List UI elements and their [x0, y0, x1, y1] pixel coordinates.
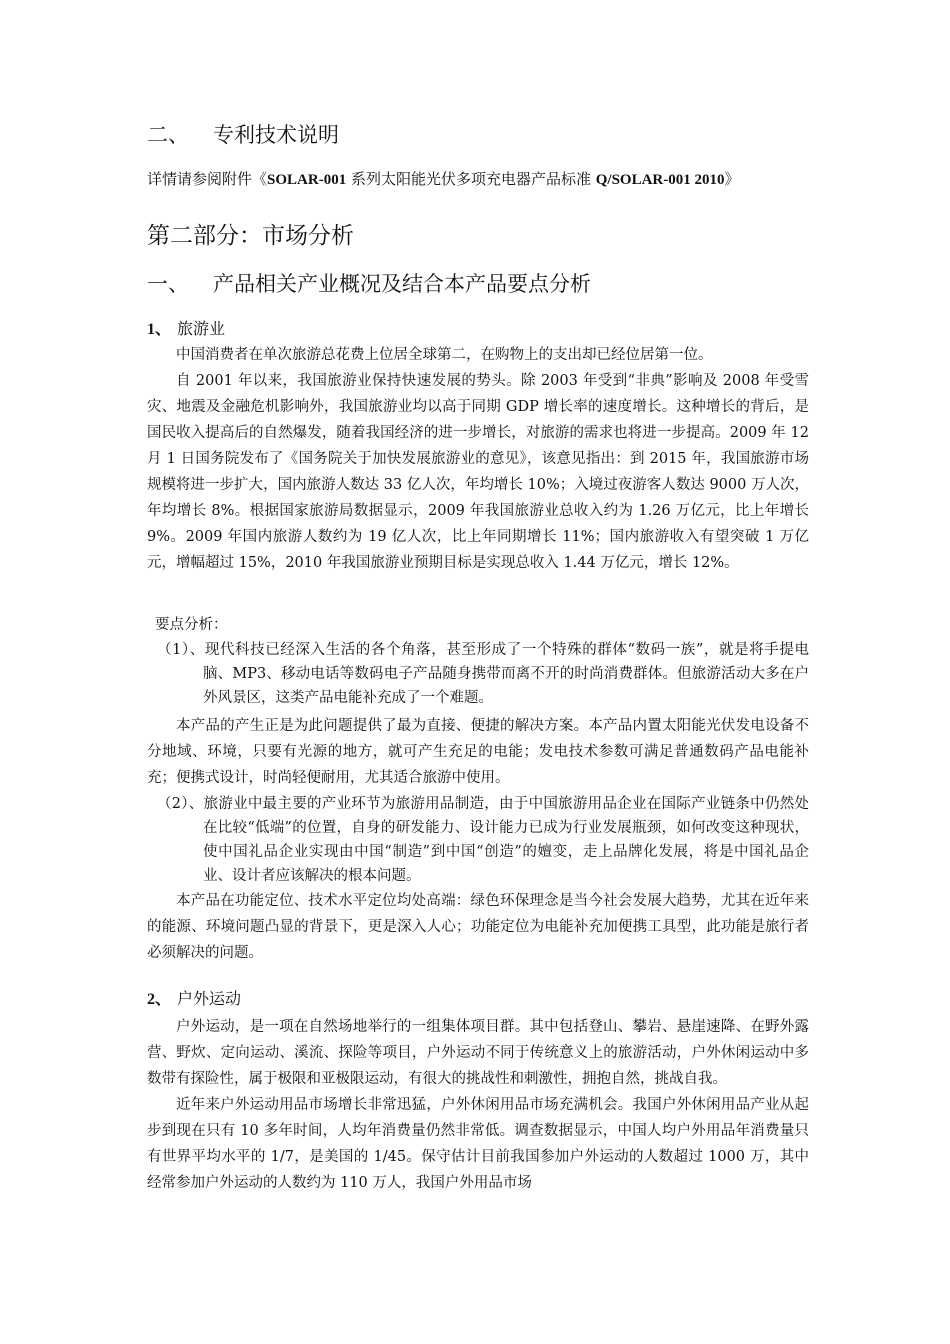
reference-line	[147, 168, 809, 191]
analysis-label: 要点分析：	[155, 617, 228, 633]
section-number: 一、	[147, 272, 189, 296]
paragraph: 本产品的产生正是为此问题提供了最为直接、便捷的解决方案。本产品内置太阳能光伏发电设备不分地域、环境，只要有光源的地方，就可产生充足的电能；发电技术参数可满足普通数码产品电能补充；便携式设计，时尚轻便耐用，尤其适合旅游中使用。	[147, 718, 809, 786]
subsection-heading-tourism	[147, 318, 809, 341]
subsection-number: 2、	[147, 991, 172, 1008]
section-number: 二、	[147, 123, 189, 147]
analysis-point-2	[147, 792, 809, 888]
reference-suffix: 》	[724, 170, 740, 188]
reference-standard-code: Q/SOLAR-001 2010	[595, 172, 725, 188]
tourism-body	[147, 342, 809, 576]
subsection-title: 户外运动	[177, 989, 242, 1008]
analysis-point-1	[147, 638, 809, 710]
paragraph: 户外运动，是一项在自然场地举行的一组集体项目群。其中包括登山、攀岩、悬崖速降、在野外露营、野炊、定向运动、溪流、探险等项目，户外运动不同于传统意义上的旅游活动，户外休闲运动中多数带有探险性，属于极限和亚极限运动，有很大的挑战性和刺激性，拥抱自然，挑战自我。	[147, 1019, 809, 1087]
reference-code: SOLAR-001	[267, 172, 347, 188]
outdoor-body	[147, 1014, 809, 1196]
paragraph: 近年来户外运动用品市场增长非常迅猛，户外休闲用品市场充满机会。我国户外休闲用品产业从起步到现在只有 10 多年时间，人均年消费量仍然非常低。调查数据显示，中国人均户外用品年消费量只有世界平均水平的 1/7，是美国的 1/45。保守估计目前我国参加户外运动的人数超过 1000 万，其中经常参加户外运动的人数约为 110 万人，我国户外用品市场	[147, 1097, 809, 1191]
reference-middle: 系列太阳能光伏多项充电器产品标准	[346, 170, 596, 188]
paragraph: 本产品在功能定位、技术水平定位均处高端：绿色环保理念是当今社会发展大趋势，尤其在近年来的能源、环境问题凸显的背景下，更是深入人心；功能定位为电能补充加便携工具型，此功能是旅行者必须解决的问题。	[147, 893, 809, 961]
section-heading-industry	[147, 270, 809, 298]
paragraph: 自 2001 年以来，我国旅游业保持快速发展的势头。除 2003 年受到“非典”影响及 2008 年受雪灾、地震及金融危机影响外，我国旅游业均以高于同期 GDP 增长率的速度增长。这种增长的背后，是国民收入提高后的自然爆发，随着我国经济的进一步增长，对旅游的需求也将进一步提高。2009 年 12 月 1 日国务院发布了《国务院关于加快发展旅游业的意见》，该意见指出：到 2015 年，我国旅游市场规模将进一步扩大，国内旅游人数达 33 亿人次，年均增长 10%；入境过夜游客人数达 9000 万人次，年均增长 8%。根据国家旅游局数据显示，2009 年我国旅游业总收入约为 1.26 万亿元，比上年增长 9%。2009 年国内旅游人数约为 19 亿人次，比上年同期增长 11%；国内旅游收入有望突破 1 万亿元，增幅超过 15%，2010 年我国旅游业预期目标是实现总收入 1.44 万亿元，增长 12%。	[147, 373, 809, 571]
subsection-number: 1、	[147, 321, 172, 338]
subsection-title: 旅游业	[177, 319, 226, 338]
analysis-point-1-explanation	[147, 713, 809, 791]
section-heading-patent	[147, 121, 809, 149]
list-item: （2）、旅游业中最主要的产业环节为旅游用品制造，由于中国旅游用品企业在国际产业链条中仍然处在比较“低端”的位置，自身的研发能力、设计能力已成为行业发展瓶颈，如何改变这种现状，使中国礼品企业实现由中国“制造”到中国“创造”的嬗变，走上品牌化发展，将是中国礼品企业、设计者应该解决的根本问题。	[157, 796, 809, 884]
list-item: （1）、现代科技已经深入生活的各个角落，甚至形成了一个特殊的群体“数码一族”，就是将手提电脑、MP3、移动电话等数码电子产品随身携带而离不开的时尚消费群体。但旅游活动大多在户外风景区，这类产品电能补充成了一个难题。	[157, 642, 809, 706]
subsection-heading-outdoor	[147, 988, 809, 1011]
section-title: 产品相关产业概况及结合本产品要点分析	[213, 272, 591, 296]
reference-prefix: 详情请参阅附件《	[147, 170, 268, 188]
analysis-point-2-explanation	[147, 888, 809, 966]
section-title: 专利技术说明	[213, 123, 339, 147]
paragraph: 中国消费者在单次旅游总花费上位居全球第二，在购物上的支出却已经位居第一位。	[176, 347, 713, 363]
part-title: 第二部分：市场分析	[147, 223, 354, 249]
